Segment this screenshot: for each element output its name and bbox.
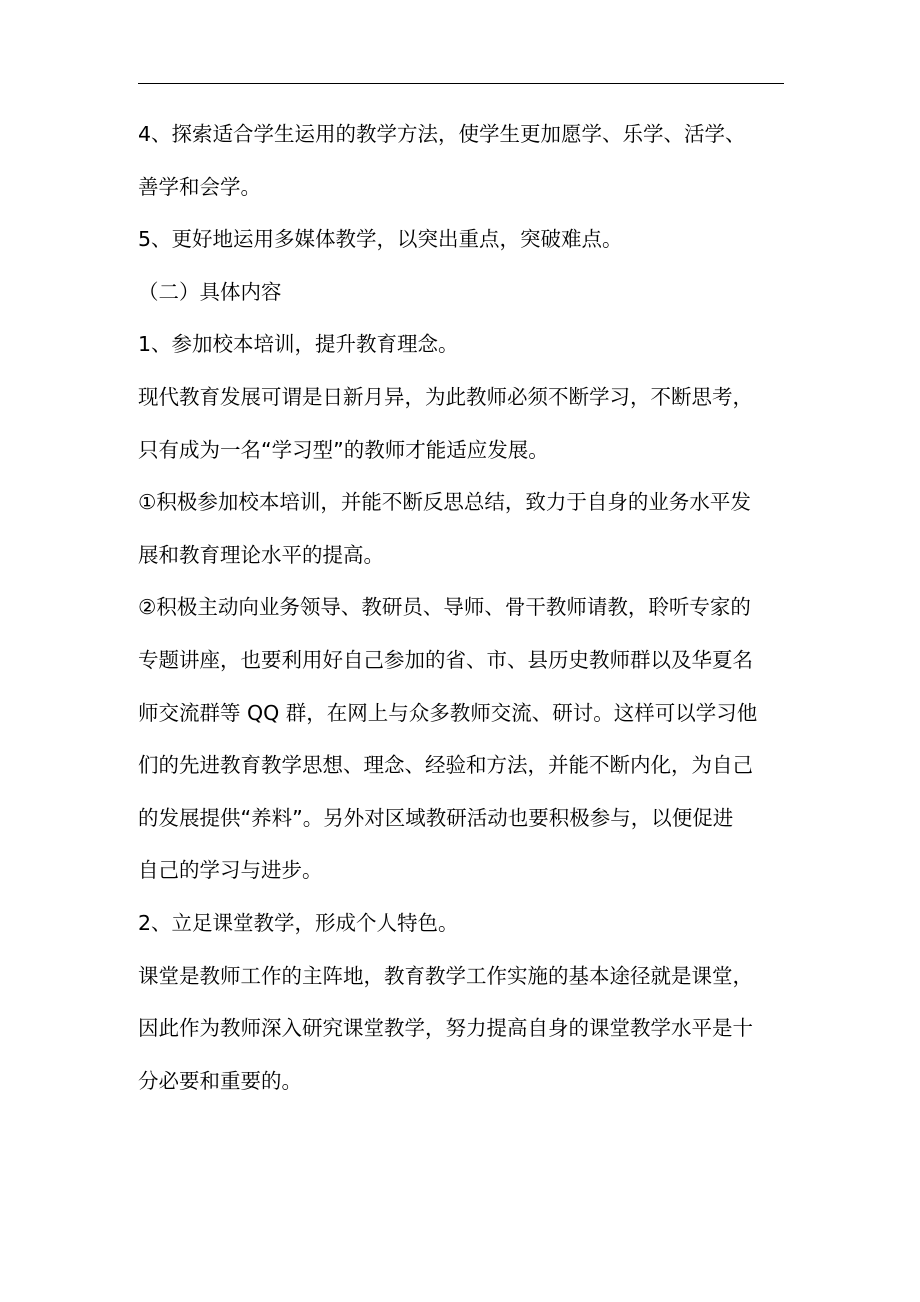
text-line: 课堂是教师工作的主阵地，教育教学工作实施的基本途径就是课堂，	[138, 963, 753, 988]
section-heading: （二）具体内容	[138, 279, 282, 304]
subsection-heading: 1、参加校本培训，提升教育理念。	[138, 332, 459, 357]
text-line: ①积极参加校本培训，并能不断反思总结，致力于自身的业务水平发	[138, 490, 751, 515]
text-line: 师交流群等 QQ 群，在网上与众多教师交流、研讨。这样可以学习他	[138, 700, 758, 725]
text-line: 们的先进教育教学思想、理念、经验和方法，并能不断内化，为自己	[138, 753, 753, 778]
subsection-heading: 2、立足课堂教学，形成个人特色。	[138, 910, 459, 935]
text-line: 善学和会学。	[138, 174, 261, 199]
text-line: 5、更好地运用多媒体教学，以突出重点，突破难点。	[138, 227, 623, 252]
text-line: 因此作为教师深入研究课堂教学，努力提高自身的课堂教学水平是十	[138, 1016, 753, 1041]
text-line: 的发展提供“养料”。另外对区域教研活动也要积极参与，以便促进	[138, 805, 734, 830]
header-rule	[138, 83, 784, 84]
document-body	[138, 108, 802, 1107]
text-line: 只有成为一名“学习型”的教师才能适应发展。	[138, 437, 549, 462]
text-line: 分必要和重要的。	[138, 1068, 302, 1093]
text-line: 现代教育发展可谓是日新月异，为此教师必须不断学习，不断思考，	[138, 384, 753, 409]
text-line: 专题讲座，也要利用好自己参加的省、市、县历史教师群以及华夏名	[138, 647, 753, 672]
text-line: ②积极主动向业务领导、教研员、导师、骨干教师请教，聆听专家的	[138, 595, 751, 620]
text-line: 自己的学习与进步。	[138, 858, 323, 883]
text-line: 4、探索适合学生运用的教学方法，使学生更加愿学、乐学、活学、	[138, 122, 746, 146]
text-line: 展和教育理论水平的提高。	[138, 542, 384, 567]
